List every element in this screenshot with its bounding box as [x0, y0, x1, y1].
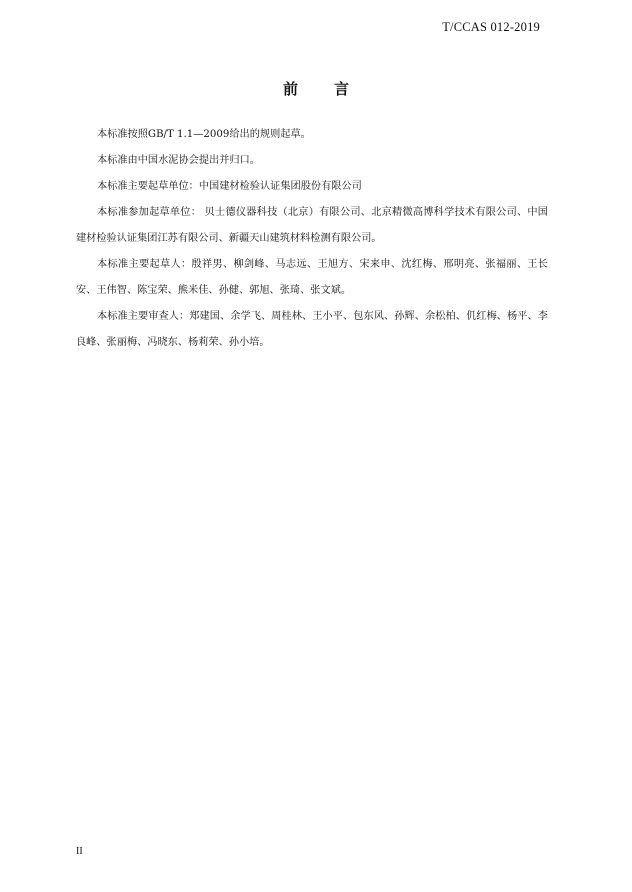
title-char-1: 前 — [282, 80, 298, 98]
foreword-body — [76, 122, 548, 356]
standard-code: T/CCAS 012-2019 — [442, 20, 540, 34]
paragraph-main-reviewers: 本标准主要审查人：郑建国、余学飞、周桂林、王小平、包东风、孙辉、余松柏、仉红梅、杨平、李良峰、张丽梅、冯晓东、杨莉荣、孙小培。 — [76, 311, 548, 348]
title-char-2: 言 — [334, 80, 350, 98]
paragraph-main-drafting-unit: 本标准主要起草单位：中国建材检验认证集团股份有限公司 — [97, 181, 362, 192]
paragraph-proposer: 本标准由中国水泥协会提出并归口。 — [97, 155, 260, 166]
paragraph-drafting-rules: 本标准按照GB/T 1.1—2009给出的规则起草。 — [97, 129, 311, 140]
paragraph-participating-units: 本标准参加起草单位： 贝士德仪器科技（北京）有限公司、北京精微高博科学技术有限公司、中国建材检验认证集团江苏有限公司、新疆天山建筑材料检测有限公司。 — [76, 207, 548, 244]
section-title — [0, 78, 632, 99]
page-number: II — [76, 846, 83, 857]
paragraph-main-drafters: 本标准主要起草人：殷祥男、柳剑峰、马志远、王旭方、宋来申、沈红梅、邢明亮、张福丽、王长安、王伟智、陈宝荣、熊米佳、孙健、郭旭、张琦、张文斌。 — [76, 259, 548, 296]
